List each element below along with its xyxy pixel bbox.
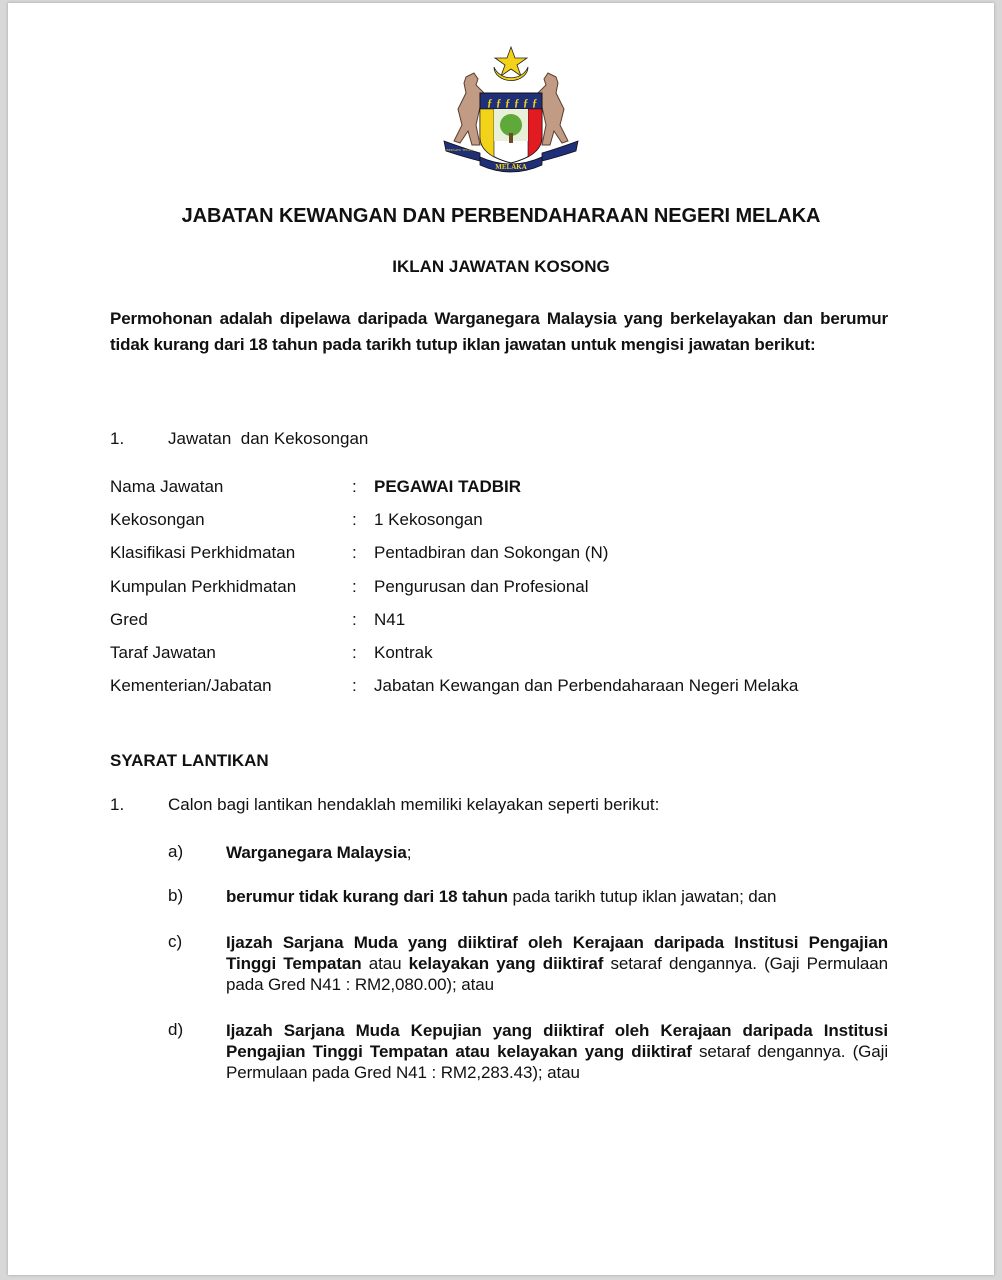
field-value: Pentadbiran dan Sokongan (N) xyxy=(374,543,609,563)
field-row-kumpulan xyxy=(110,570,798,603)
item-plain-text: ; xyxy=(406,843,412,862)
field-label: Taraf Jawatan xyxy=(110,643,216,663)
item-bold-text: Ijazah Sarjana Muda yang diiktiraf oleh Kerajaan daripada Institusi Pengajian Tinggi Tempatan xyxy=(226,933,888,973)
field-colon: : xyxy=(352,643,357,663)
field-value: Kontrak xyxy=(374,643,433,663)
item-plain-text: setaraf dengannya. (Gaji Permulaan pada Gred N41 : RM2,080.00); atau xyxy=(226,954,888,994)
item-bold-text: Ijazah Sarjana Muda Kepujian yang diiktiraf oleh Kerajaan daripada Institusi Pengajian Tinggi Tempatan atau kelayakan yang diiktiraf xyxy=(226,1021,888,1061)
field-value: 1 Kekosongan xyxy=(374,509,483,529)
item-bold-text: Warganegara Malaysia xyxy=(226,843,407,862)
field-colon: : xyxy=(352,576,357,596)
tree-icon xyxy=(500,114,522,136)
item-plain-text: setaraf dengannya. (Gaji Permulaan pada Gred N41 : RM2,283.43); atau xyxy=(226,1042,888,1082)
page-title: JABATAN KEWANGAN DAN PERBENDAHARAAN NEGERI MELAKA xyxy=(181,205,821,227)
item-bold-text: kelayakan yang diiktiraf xyxy=(408,954,604,973)
field-row-klasifikasi xyxy=(110,537,798,570)
item-text xyxy=(226,1020,888,1083)
item-text xyxy=(226,842,888,863)
document-page xyxy=(8,3,994,1275)
field-colon: : xyxy=(352,676,357,696)
svg-text:ƒ: ƒ xyxy=(487,97,493,109)
field-label: Kumpulan Perkhidmatan xyxy=(110,576,297,596)
field-label: Kementerian/Jabatan xyxy=(110,676,272,696)
svg-text:ƒ: ƒ xyxy=(496,97,502,109)
field-colon: : xyxy=(352,509,357,529)
section-heading xyxy=(110,429,368,449)
item-text xyxy=(226,932,888,995)
item-letter: d) xyxy=(168,1020,184,1039)
melaka-coat-of-arms-logo xyxy=(436,45,586,175)
svg-text:ƒ: ƒ xyxy=(532,97,538,109)
page-subtitle: IKLAN JAWATAN KOSONG xyxy=(392,257,610,276)
field-value: PEGAWAI TADBIR xyxy=(374,476,522,496)
requirements-lead xyxy=(110,795,659,815)
requirement-item-b xyxy=(168,886,888,907)
crest-state-name: MELAKA xyxy=(495,163,527,171)
section-number: 1. xyxy=(110,429,125,448)
field-row-kementerian xyxy=(110,670,798,703)
requirement-lead-text: Calon bagi lantikan hendaklah memiliki kelayakan seperti berikut: xyxy=(168,795,660,814)
field-label: Gred xyxy=(110,609,148,629)
field-colon: : xyxy=(352,476,357,496)
field-label: Klasifikasi Perkhidmatan xyxy=(110,543,296,563)
svg-text:ƒ: ƒ xyxy=(514,97,520,109)
field-value: N41 xyxy=(374,609,406,629)
item-plain-text: atau xyxy=(361,954,409,973)
field-row-gred xyxy=(110,603,798,636)
item-plain-text: pada tarikh tutup iklan jawatan; dan xyxy=(507,887,777,906)
crest-motto: BERSATU TEGUH xyxy=(446,148,474,152)
requirement-number: 1. xyxy=(110,795,125,814)
requirement-item-c xyxy=(168,932,888,995)
svg-text:ƒ: ƒ xyxy=(505,97,511,109)
requirement-item-a xyxy=(168,842,888,863)
field-value: Pengurusan dan Profesional xyxy=(374,576,589,596)
field-row-nama-jawatan xyxy=(110,470,798,503)
field-colon: : xyxy=(352,609,357,629)
item-letter: a) xyxy=(168,842,184,861)
field-colon: : xyxy=(352,543,357,563)
field-row-kekosongan xyxy=(110,503,798,536)
intro-paragraph: Permohonan adalah dipelawa daripada Warganegara Malaysia yang berkelayakan dan berumur tidak kurang dari 18 tahun pada tarikh tutup iklan jawatan untuk mengisi jawatan berikut: xyxy=(110,309,888,354)
job-details-table xyxy=(110,470,798,703)
item-bold-text: berumur tidak kurang dari 18 tahun xyxy=(226,887,508,906)
requirement-item-d xyxy=(168,1020,888,1083)
item-text xyxy=(226,886,888,907)
star-icon xyxy=(495,47,527,76)
field-label: Kekosongan xyxy=(110,509,205,529)
field-label: Nama Jawatan xyxy=(110,476,224,496)
section-title: Jawatan dan Kekosongan xyxy=(168,429,369,448)
field-value: Jabatan Kewangan dan Perbendaharaan Negeri Melaka xyxy=(374,676,799,696)
field-row-taraf xyxy=(110,636,798,669)
requirements-heading: SYARAT LANTIKAN xyxy=(110,751,269,770)
svg-text:ƒ: ƒ xyxy=(523,97,529,109)
item-letter: b) xyxy=(168,886,184,905)
item-letter: c) xyxy=(168,932,183,951)
